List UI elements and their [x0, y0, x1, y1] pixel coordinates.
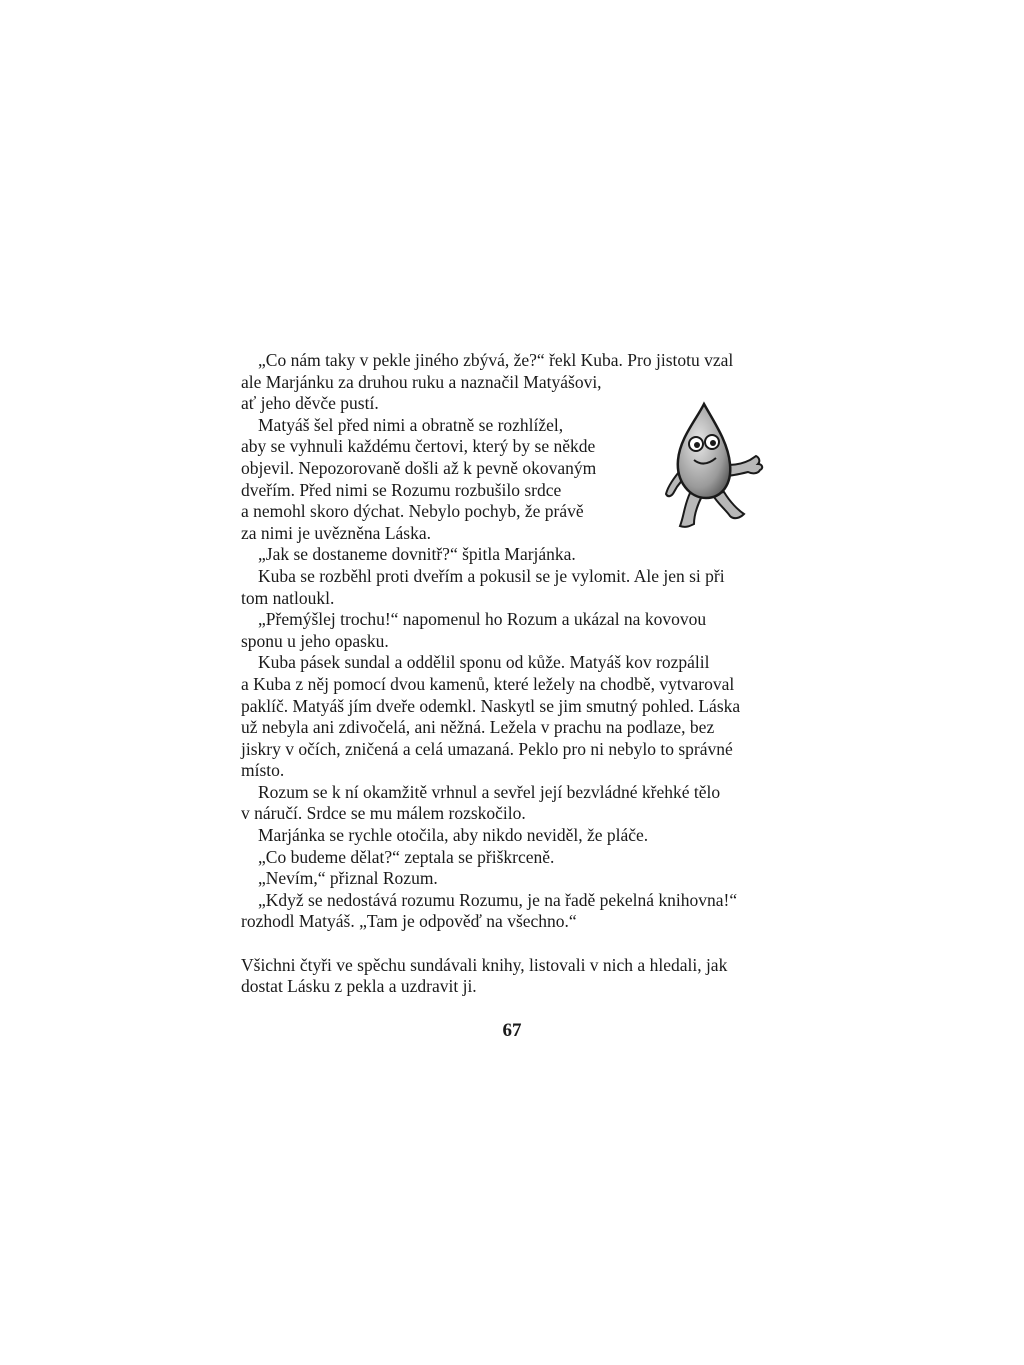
text-line: místo. [241, 760, 285, 781]
text-line: Všichni čtyři ve spěchu sundávali knihy, listovali v nich a hledali, jak [241, 954, 728, 975]
text-line: „Když se nedostává rozumu Rozumu, je na řadě pekelná knihovna!“ [258, 889, 738, 910]
text-line: objevil. Nepozorovaně došli až k pevně okovaným [241, 457, 597, 478]
text-line: Rozum se k ní okamžitě vrhnul a sevřel její bezvládné křehké tělo [258, 781, 721, 802]
text-line: Matyáš šel před nimi a obratně se rozhlížel, [258, 414, 564, 435]
text-line: dostat Lásku z pekla a uzdravit ji. [241, 976, 477, 997]
text-line: a Kuba z něj pomocí dvou kamenů, které ležely na chodbě, vytvaroval [241, 673, 735, 694]
text-line: jiskry v očích, zničená a celá umazaná. Peklo pro ni nebylo to správné [241, 738, 733, 759]
text-line: a nemohl skoro dýchat. Nebylo pochyb, že právě [241, 501, 584, 522]
text-line: Marjánka se rychle otočila, aby nikdo neviděl, že pláče. [258, 825, 649, 846]
text-line: už nebyla ani zdivočelá, ani něžná. Ležela v prachu na podlaze, bez [241, 717, 715, 738]
text-line: za nimi je uvězněna Láska. [241, 522, 431, 543]
text-line: „Přemýšlej trochu!“ napomenul ho Rozum a ukázal na kovovou [258, 609, 707, 630]
paragraph-spacer [241, 933, 786, 955]
text-line: Kuba se rozběhl proti dveřím a pokusil se je vylomit. Ale jen si při [258, 565, 725, 586]
text-line: ale Marjánku za druhou ruku a naznačil Matyášovi, [241, 371, 602, 392]
text-line: ať jeho děvče pustí. [241, 393, 379, 414]
text-line: v náručí. Srdce se mu málem rozskočilo. [241, 803, 526, 824]
text-line: aby se vyhnuli každému čertovi, který by se někde [241, 436, 596, 457]
text-line: Kuba pásek sundal a oddělil sponu od kůže. Matyáš kov rozpálil [258, 652, 710, 673]
page-number: 67 [502, 1020, 522, 1041]
text-line: dveřím. Před nimi se Rozumu rozbušilo srdce [241, 479, 562, 500]
drop-character-icon [660, 398, 770, 534]
text-line: tom natloukl. [241, 587, 335, 608]
text-line: sponu u jeho opasku. [241, 630, 389, 651]
text-line: „Co budeme dělat?“ zeptala se přiškrceně. [258, 846, 555, 867]
text-line: rozhodl Matyáš. „Tam je odpověď na všechno.“ [241, 911, 577, 932]
text-line: „Jak se dostaneme dovnitř?“ špitla Marjánka. [258, 544, 576, 565]
text-line: „Co nám taky v pekle jiného zbývá, že?“ řekl Kuba. Pro jistotu vzal [258, 350, 734, 370]
text-line: „Nevím,“ přiznal Rozum. [258, 868, 438, 889]
text-line: paklíč. Matyáš jím dveře odemkl. Naskytl se jim smutný pohled. Láska [241, 695, 741, 716]
